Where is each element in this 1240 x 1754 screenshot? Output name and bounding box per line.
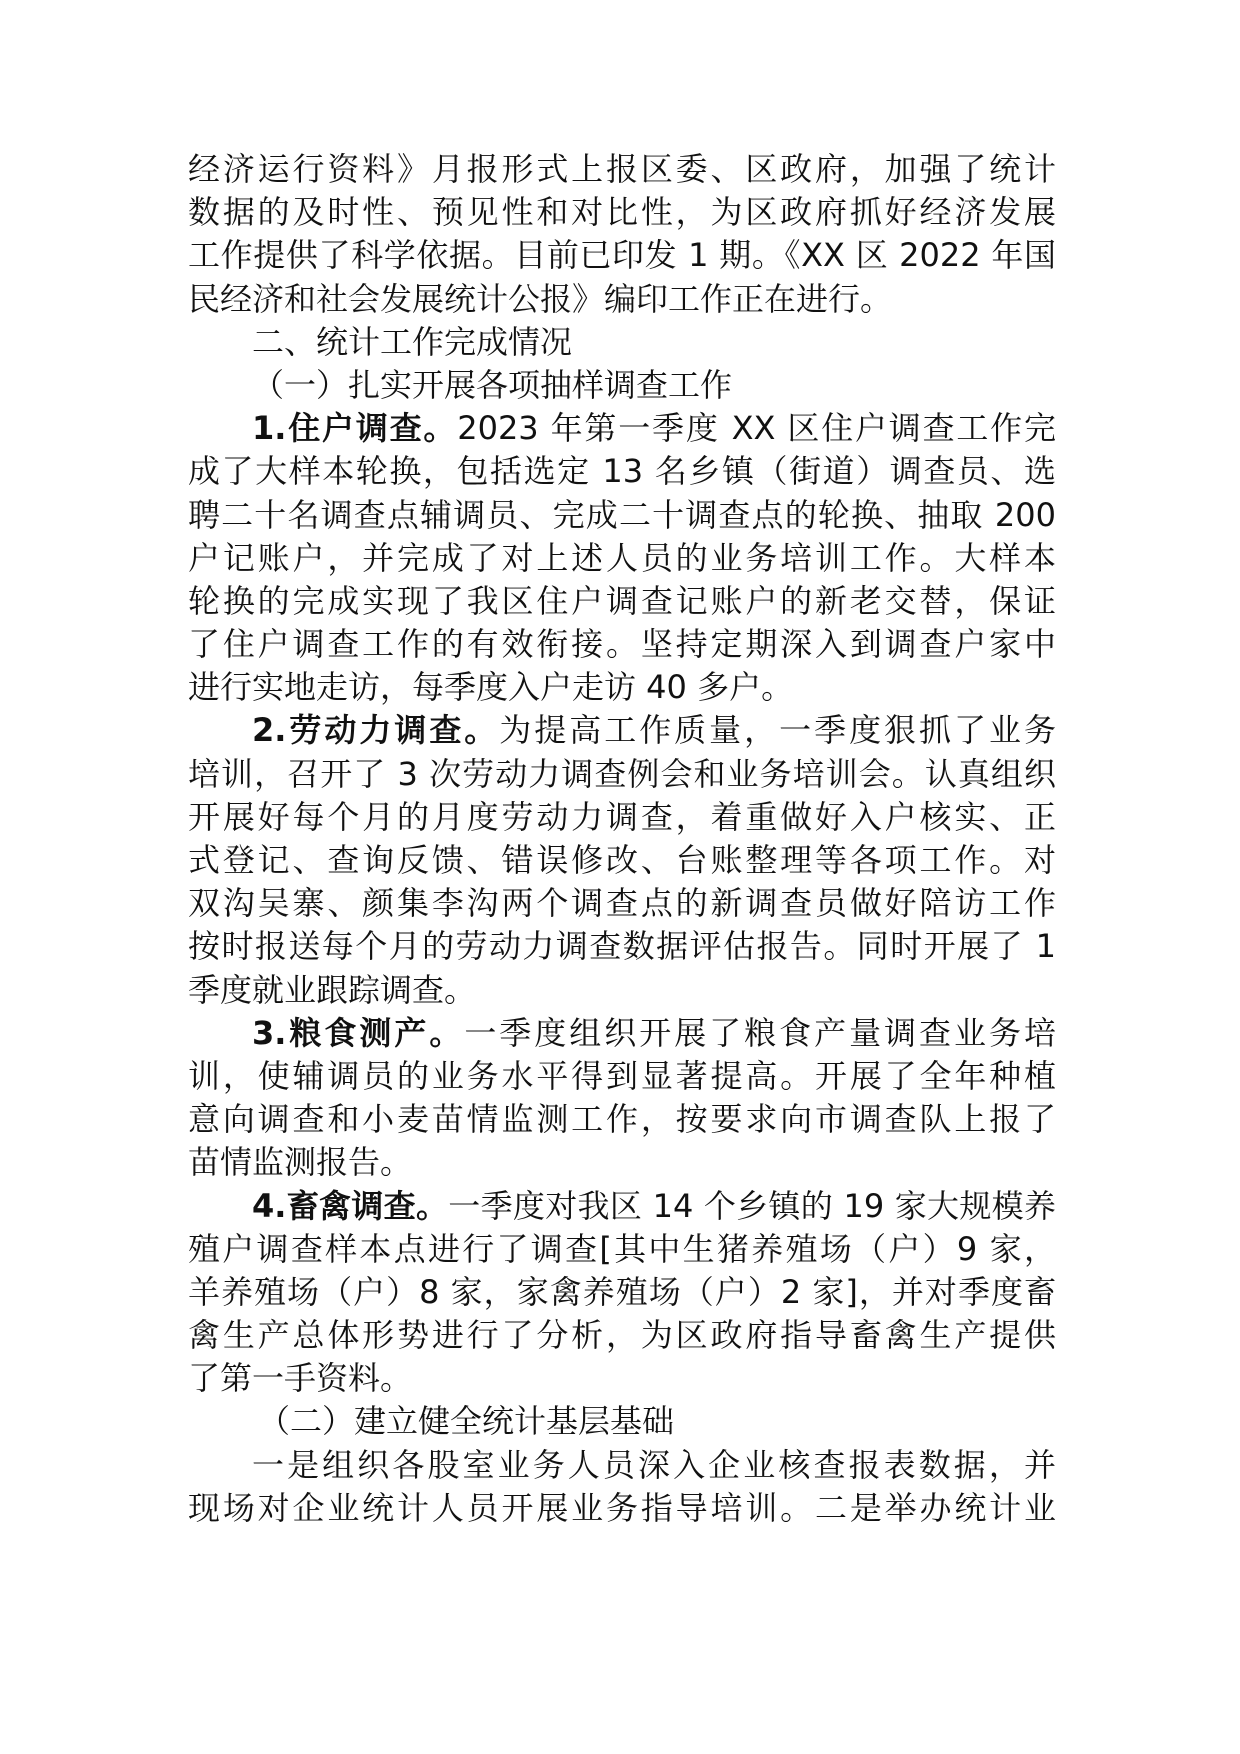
item-text: 2023 年第一季度 XX 区住户调查工作完	[457, 409, 1056, 448]
item-text: 为提高工作质量，一季度狠抓了业务	[499, 711, 1056, 750]
paragraph-line: 意向调查和小麦苗情监测工作，按要求向市调查队上报了	[188, 1100, 1056, 1139]
paragraph-line: 殖户调查样本点进行了调查[其中生猪养殖场（户）9 家，	[188, 1229, 1056, 1268]
paragraph-line: 工作提供了科学依据。目前已印发 1 期。《XX 区 2022 年国	[188, 236, 1056, 275]
paragraph-line: 成了大样本轮换，包括选定 13 名乡镇（街道）调查员、选	[188, 452, 1056, 491]
paragraph-line: 禽生产总体形势进行了分析，为区政府指导畜禽生产提供	[188, 1316, 1056, 1355]
item-first-line	[188, 709, 1056, 752]
subsection-heading: （一）扎实开展各项抽样调查工作	[252, 365, 733, 404]
paragraph-line: 轮换的完成实现了我区住户调查记账户的新老交替，保证	[188, 581, 1056, 620]
paragraph-line: 聘二十名调查点辅调员、完成二十调查点的轮换、抽取 200	[188, 495, 1056, 534]
paragraph-line: 了第一手资料。	[188, 1359, 413, 1398]
paragraph-line: 双沟吴寨、颜集李沟两个调查点的新调查员做好陪访工作	[188, 884, 1056, 923]
item-text: 一季度组织开展了粮食产量调查业务培	[464, 1013, 1056, 1052]
item-first-line	[188, 407, 1056, 450]
paragraph-line: 季度就业跟踪调查。	[188, 970, 477, 1009]
item-first-line	[188, 1012, 1056, 1055]
paragraph-line: 培训，召开了 3 次劳动力调查例会和业务培训会。认真组织	[188, 754, 1056, 793]
item-label: 1.住户调查。	[252, 409, 458, 448]
section-heading: 二、统计工作完成情况	[252, 322, 573, 361]
item-label: 2.劳动力调查。	[252, 711, 500, 750]
paragraph-line: 数据的及时性、预见性和对比性，为区政府抓好经济发展	[188, 193, 1056, 232]
paragraph-line: 一是组织各股室业务人员深入企业核查报表数据，并	[252, 1445, 1056, 1484]
item-first-line	[188, 1185, 1056, 1228]
paragraph-line: 了住户调查工作的有效衔接。坚持定期深入到调查户家中	[188, 625, 1056, 664]
paragraph-line: 经济运行资料》月报形式上报区委、区政府，加强了统计	[188, 150, 1056, 188]
paragraph-line: 现场对企业统计人员开展业务指导培训。二是举办统计业	[188, 1488, 1056, 1527]
paragraph-line: 进行实地走访，每季度入户走访 40 多户。	[188, 668, 794, 707]
paragraph-line: 开展好每个月的月度劳动力调查，着重做好入户核实、正	[188, 797, 1056, 836]
paragraph-line: 民经济和社会发展统计公报》编印工作正在进行。	[188, 279, 893, 318]
item-label: 4.畜禽调查。	[252, 1186, 449, 1225]
paragraph-line: 训，使辅调员的业务水平得到显著提高。开展了全年种植	[188, 1056, 1056, 1095]
paragraph-line: 户记账户，并完成了对上述人员的业务培训工作。大样本	[188, 538, 1056, 577]
item-label: 3.粮食测产。	[252, 1013, 465, 1052]
document-page	[188, 148, 1056, 1530]
subsection-heading: （二）建立健全统计基层基础	[258, 1402, 675, 1441]
paragraph-line: 按时报送每个月的劳动力调查数据评估报告。同时开展了 1	[188, 927, 1056, 966]
paragraph-line: 羊养殖场（户）8 家，家禽养殖场（户）2 家]，并对季度畜	[188, 1272, 1056, 1311]
item-text: 一季度对我区 14 个乡镇的 19 家大规模养	[448, 1186, 1056, 1225]
paragraph-line: 式登记、查询反馈、错误修改、台账整理等各项工作。对	[188, 841, 1056, 879]
paragraph-line: 苗情监测报告。	[188, 1143, 413, 1182]
